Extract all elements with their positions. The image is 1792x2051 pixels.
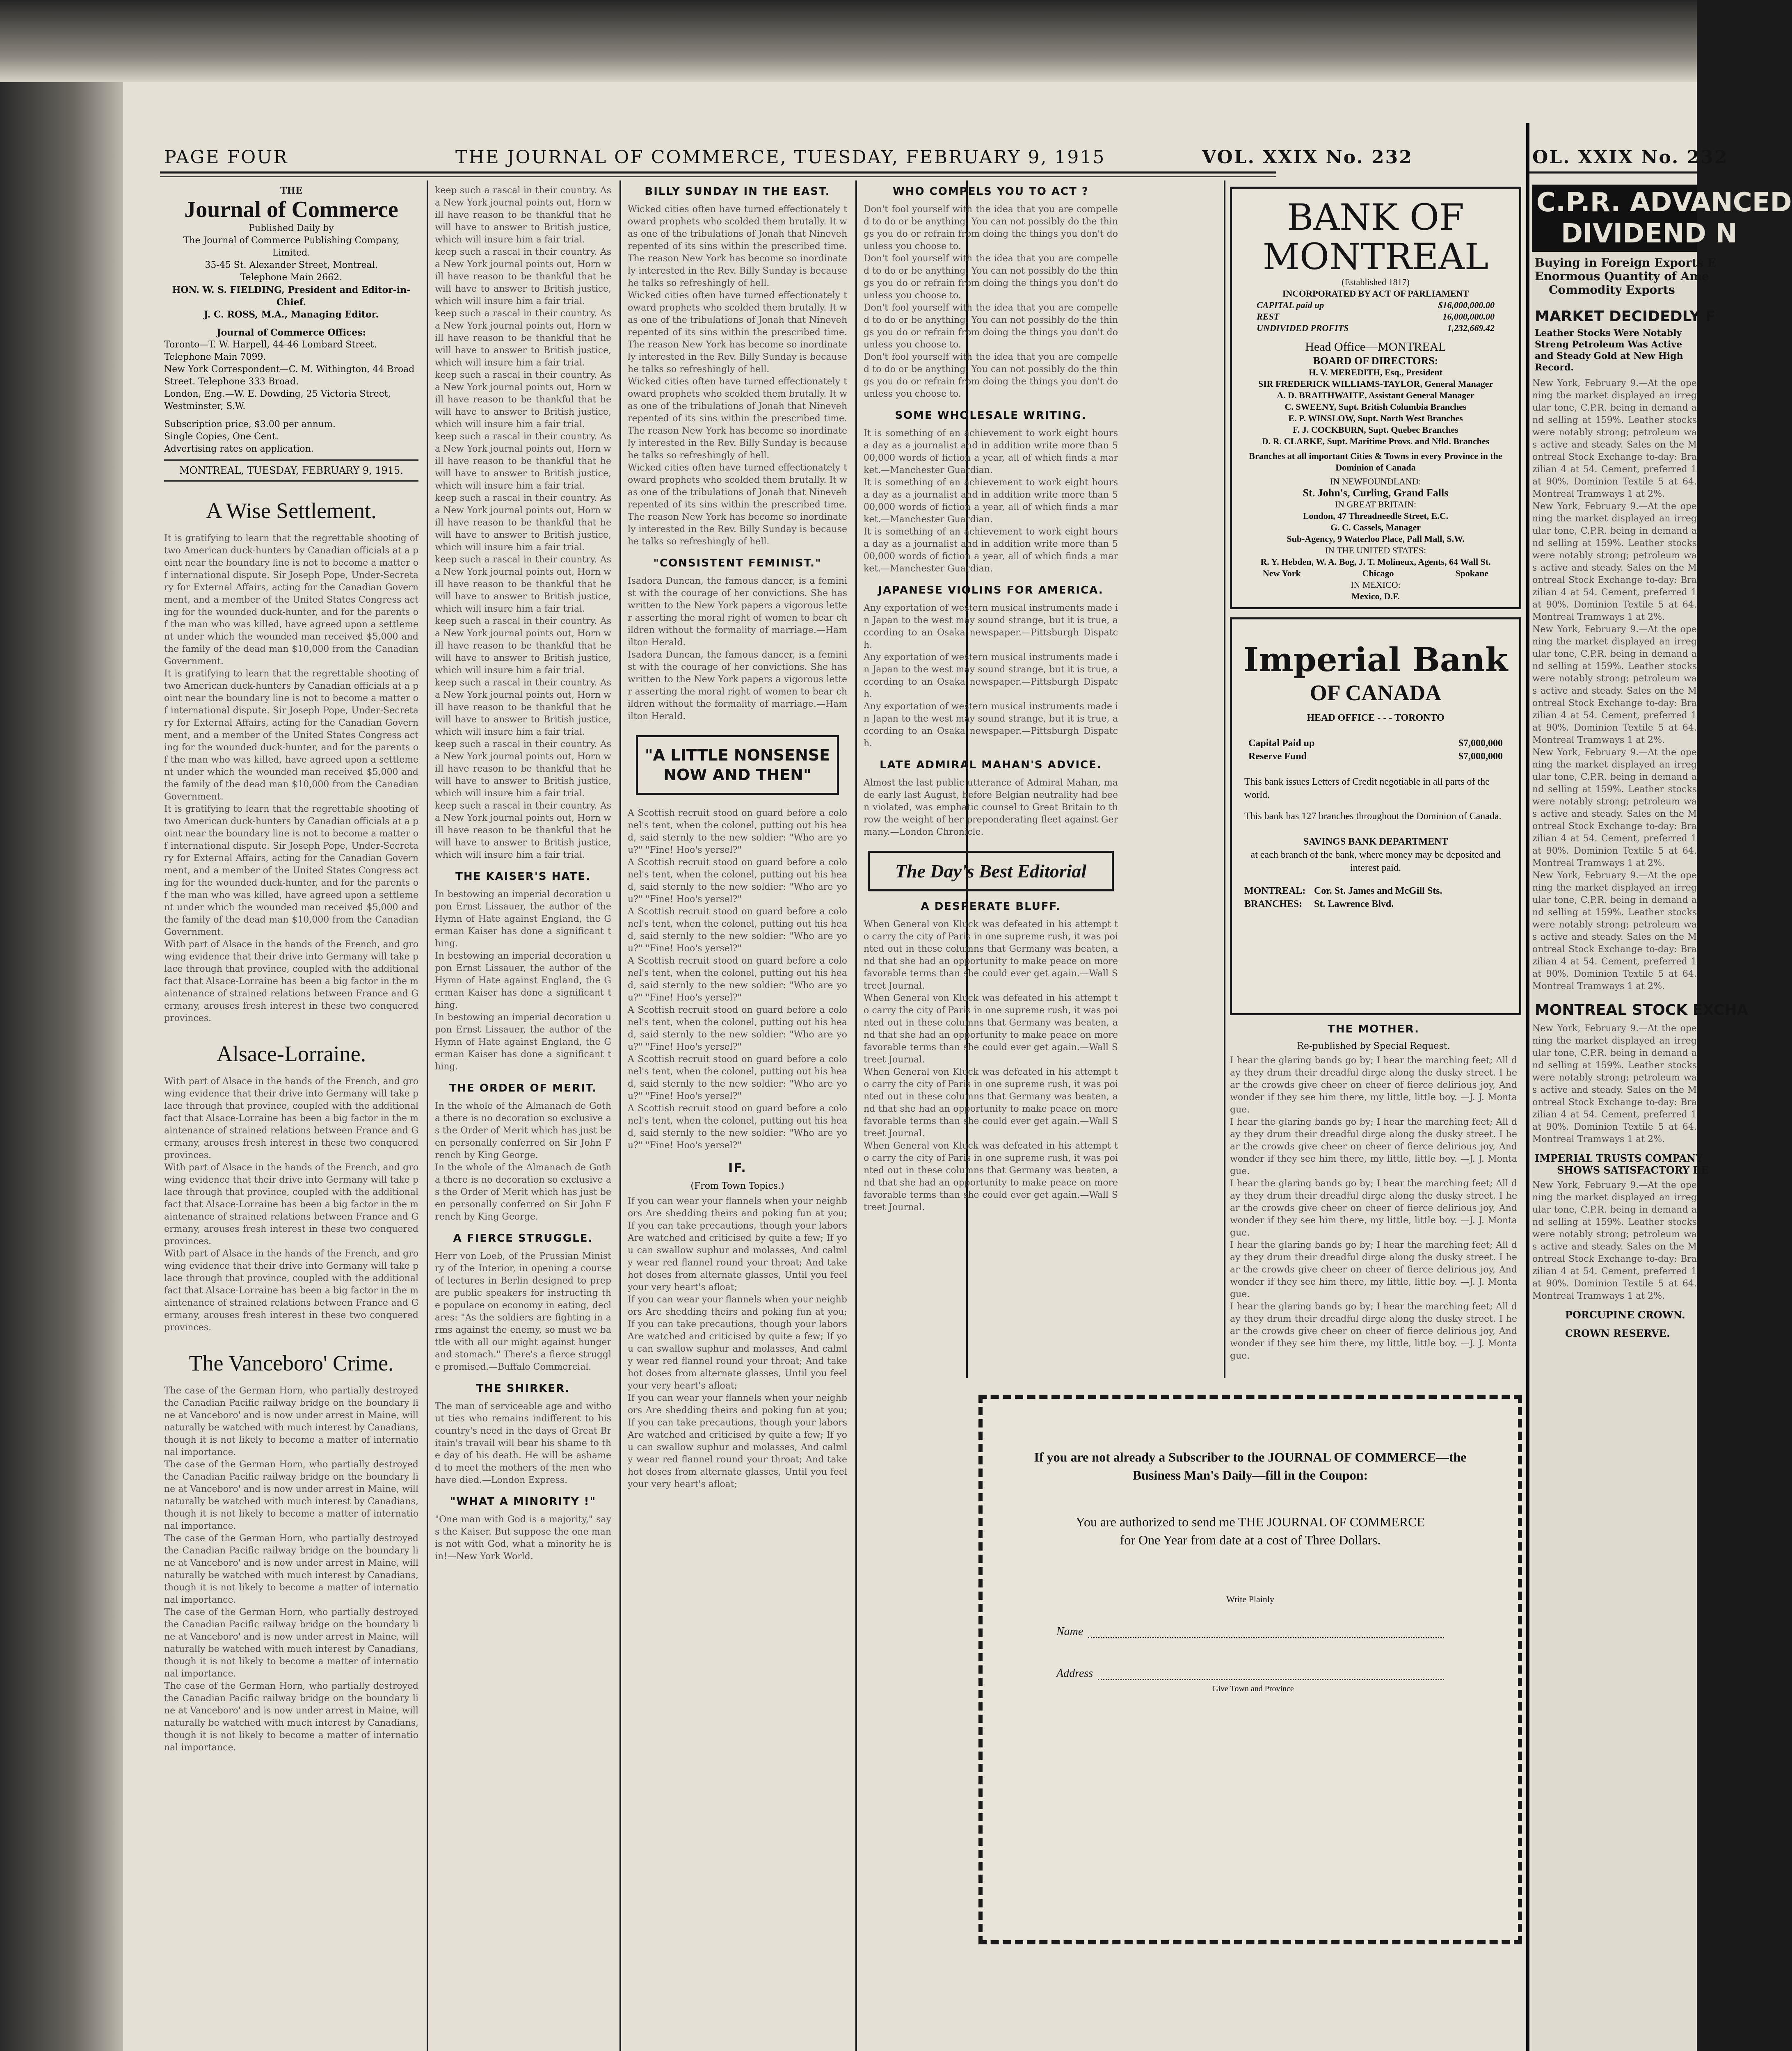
bom-assistant-gm: A. D. BRAITHWAITE, Assistant General Manager (1277, 390, 1474, 400)
imperial-branches-label: BRANCHES: (1244, 899, 1303, 909)
column-four (864, 185, 1118, 1374)
bom-newfoundland: IN NEWFOUNDLAND: (1330, 476, 1421, 486)
article-little-nonsense-cont5: A Scottish recruit stood on guard before a colonel's tent, when the colonel, putting out his head, said sternly to the new soldier: "Who are you?" "Fine! Hoo's yersel?" (628, 1054, 847, 1101)
bom-us-cities (1232, 568, 1519, 579)
vanceboro-continued-8: keep such a rascal in their country. As a New York journal points out, Horn will have reason to be thankful that he will have to answer to British justice, which will insure him a fair trial. (435, 616, 611, 676)
column-rule-2 (619, 180, 621, 2051)
article-kaisers-hate-cont: In bestowing an imperial decoration upon Ernst Lissauer, the author of the Hymn of Hate against England, the German Kaiser has done a significant thing. (435, 951, 611, 1010)
headline-days-best-editorial: The Day's Best Editorial (895, 861, 1087, 882)
headline-what-a-minority: "WHAT A MINORITY !" (450, 1496, 597, 1508)
scan-left-edge (0, 0, 123, 2051)
article-vanceboro: The case of the German Horn, who partially destroyed the Canadian Pacific railway bridge on the boundary line at Vanceboro' and is now under arrest in Maine, will naturally be watched with much interest by Canadians, though it is not likely to become a matter of international importance. (164, 1386, 418, 1457)
headline-vanceboro-crime: The Vanceboro' Crime. (189, 1351, 394, 1375)
journal-name: Journal of Commerce (184, 197, 398, 222)
mother-subtitle: Re-published by Special Request. (1297, 1041, 1450, 1051)
imperial-montreal-label: MONTREAL: (1244, 886, 1306, 896)
article-wholesale-writing: It is something of an achievement to work eight hours a day as a journalist and in addition write more than 500,000 words of fiction a year, all of which finds a market.—Manchester Guardian. (864, 428, 1118, 475)
publisher-the: THE (280, 185, 302, 196)
column-rule-5 (1224, 180, 1225, 1378)
coupon-authorize2: for One Year from date at a cost of Three Dollars. (1120, 1533, 1381, 1547)
article-admiral-mahan: Almost the last public utterance of Admiral Mahan, made early last August, before Belgian neutrality had been violated, was emphatic counsel to Great Britain to throw the weight of her preponderating fleet against Germany.—London Chronicle. (864, 778, 1118, 837)
imperial-bank-ad (1230, 617, 1521, 1015)
headline-if-poem: IF. (728, 1161, 747, 1175)
mother-poem-cont4: I hear the glaring bands go by; I hear the marching feet; All day they drum their dreadful dirge along the dusky street. I hear the crowds give cheer on cheer of fierce delirious joy, And wonder if they see him there, my little, little boy. —J. J. Montague. (1230, 1302, 1517, 1361)
headline-little-nonsense: "A LITTLE NONSENSE NOW AND THEN" (645, 746, 830, 784)
headline-billy-sunday: BILLY SUNDAY IN THE EAST. (645, 185, 830, 198)
article-order-of-merit-cont: In the whole of the Almanach de Gotha there is no decoration so exclusive as the Order of Merit which has just been personally conferred on Sir John French by King George. (435, 1163, 611, 1222)
next-page-body: New York, February 9.—At the opening the market displayed an irregular tone, C.P.R. being in demand and selling at 159%. Leather stocks were notably strong; petroleum was active and steady. Sales on the Montreal Stock Exchange to-day: Brazilian 4 at 54. Cement, preferred 1 at 90%. Dominion Textile 5 at 64. Montreal Tramways 1 at 2%. (1532, 378, 1697, 499)
editorial-column (164, 185, 418, 2051)
article-desperate-bluff-cont: When General von Kluck was defeated in his attempt to carry the city of Paris in one supreme rush, it was pointed out in these columns that Germany was beaten, and that she had an opportunity to make peace on more favorable terms than she could ever get again.—Wall Street Journal. (864, 993, 1118, 1065)
coupon-address-field[interactable] (1098, 1669, 1444, 1680)
bom-london-manager: G. C. Cassels, Manager (1330, 522, 1421, 532)
masthead-rule (160, 171, 1276, 174)
bom-rest-label: REST (1257, 311, 1280, 322)
bom-supt-maritime: D. R. CLARKE, Supt. Maritime Provs. and Nfld. Branches (1262, 436, 1490, 446)
article-fierce-struggle: Herr von Loeb, of the Prussian Ministry of the Interior, in opening a course of lectures in Berlin designed to prepare public speakers for instructing the populace on economy in eating, declares: "As the soldiers are fighting in arms against the enemy, so must we battle with all our might against hunger and stomach." There's a fierce struggle promised.—Buffalo Commercial. (435, 1251, 611, 1372)
article-what-a-minority: "One man with God is a majority," says the Kaiser. But suppose the one man is not with God, what a minority he is in!—New York World. (435, 1514, 611, 1562)
subscription-coupon (978, 1395, 1522, 1944)
scan-top-edge (0, 0, 1697, 82)
article-japanese-violins-cont: Any exportation of western musical instruments made in Japan to the west may sound strange, but it is true, according to an Osaka newspaper.—Pittsburgh Dispatch. (864, 652, 1118, 699)
next-page-headline-line2: DIVIDEND N (1561, 219, 1737, 249)
headline-desperate-bluff: A DESPERATE BLUFF. (921, 900, 1061, 913)
imperial-savings-text: at each branch of the bank, where money may be deposited and interest paid. (1250, 850, 1501, 873)
headline-alsace-lorraine: Alsace-Lorraine. (216, 1041, 366, 1066)
article-little-nonsense-cont3: A Scottish recruit stood on guard before a colonel's tent, when the colonel, putting out his head, said sternly to the new soldier: "Who are you?" "Fine! Hoo's yersel?" (628, 956, 847, 1003)
coupon-authorize1: You are authorized to send me THE JOURNAL OF COMMERCE (1076, 1514, 1425, 1529)
new-york-office: New York Correspondent—C. M. Withington, 44 Broad Street. Telephone 333 Broad. (164, 364, 415, 387)
vanceboro-continued-11: keep such a rascal in their country. As a New York journal points out, Horn will have reason to be thankful that he will have to answer to British justice, which will insure him a fair trial. (435, 801, 611, 860)
bom-board: BOARD OF DIRECTORS: (1313, 355, 1438, 367)
bom-us-agents: R. Y. Hebden, W. A. Bog, J. T. Molineux, Agents, 64 Wall St. (1260, 557, 1491, 567)
headline-japanese-violins: JAPANESE VIOLINS FOR AMERICA. (878, 584, 1104, 596)
bom-supt-nw: E. P. WINSLOW, Supt. North West Branches (1288, 413, 1463, 423)
bom-sub-agency: Sub-Agency, 9 Waterloo Place, Pall Mall, S.W. (1287, 534, 1465, 544)
article-who-compels-cont3: Don't fool yourself with the idea that you are compelled to do or be anything. You can not possibly do the things you do or refrain from doing the things you don't do unless you choose to. (864, 352, 1118, 399)
masthead-rule-thin (160, 176, 1276, 177)
headline-the-mother: THE MOTHER. (1328, 1023, 1419, 1035)
article-wholesale-writing-cont: It is something of an achievement to work eight hours a day as a journalist and in addition write more than 500,000 words of fiction a year, all of which finds a market.—Manchester Guardian. (864, 477, 1118, 525)
next-page-crown-reserve: CROWN RESERVE. (1565, 1327, 1670, 1339)
article-little-nonsense: A Scottish recruit stood on guard before a colonel's tent, when the colonel, putting out his head, said sternly to the new soldier: "Who are you?" "Fine! Hoo's yersel?" (628, 808, 847, 855)
headline-who-compels: WHO COMPELS YOU TO ACT ? (893, 185, 1089, 198)
bom-president: H. V. MEREDITH, Esq., President (1309, 367, 1442, 377)
article-vanceboro-cont2: The case of the German Horn, who partially destroyed the Canadian Pacific railway bridge on the boundary line at Vanceboro' and is now under arrest in Maine, will naturally be watched with much interest by Canadians, though it is not likely to become a matter of international importance. (164, 1533, 418, 1605)
imperial-locations (1244, 884, 1507, 911)
bom-branches: Branches at all important Cities & Towns in every Province in the Dominion of Canada (1249, 451, 1502, 473)
article-consistent-feminist-cont: Isadora Duncan, the famous dancer, is a feminist with the courage of her convictions. She has written to the New York papers a vigorous letter asserting the moral right of women to bear children without the formality of marriage.—Hamilton Herald. (628, 650, 847, 722)
bom-united-states: IN THE UNITED STATES: (1325, 545, 1426, 555)
volume-number: VOL. XXIX No. 232 (1202, 147, 1413, 168)
best-editorial-box (868, 851, 1114, 891)
company-name: The Journal of Commerce Publishing Company, Limited. (183, 235, 400, 258)
if-poem: If you can wear your flannels when your neighbors Are shedding theirs and poking fun at you; If you can take precautions, though your labors Are watched and criticised by quite a few; If you can swallow suphur and molasses, And calmly wear red flannel round your throat; And take hot doses from alternate glasses, Until you feel your very heart's afloat; (628, 1196, 847, 1293)
next-page-market-headline: MARKET DECIDEDLY F (1535, 308, 1716, 325)
vanceboro-continued-3: keep such a rascal in their country. As a New York journal points out, Horn will have reason to be thankful that he will have to answer to British justice, which will insure him a fair trial. (435, 308, 611, 368)
next-page-rule (1526, 171, 1697, 174)
manager-line: J. C. ROSS, M.A., Managing Editor. (203, 309, 379, 320)
vanceboro-continued-10: keep such a rascal in their country. As a New York journal points out, Horn will have reason to be thankful that he will have to answer to British justice, which will insure him a fair trial. (435, 739, 611, 799)
london-office: London, Eng.—W. E. Dowding, 25 Victoria Street, Westminster, S.W. (164, 389, 391, 411)
column-three (628, 185, 847, 2051)
headline-consistent-feminist: "CONSISTENT FEMINIST." (653, 557, 822, 569)
imperial-montreal-address: Cor. St. James and McGill Sts. (1314, 886, 1442, 896)
bom-undivided-label: UNDIVIDED PROFITS (1257, 323, 1349, 333)
column-rule-1 (427, 180, 428, 2051)
next-page-trusts-sub: SHOWS SATISFACTORY RE (1557, 1164, 1709, 1176)
next-page-sub2: Enormous Quantity of Ame (1535, 270, 1709, 283)
imperial-capital-label: Capital Paid up (1248, 738, 1315, 749)
article-alsace-cont: With part of Alsace in the hands of the French, and growing evidence that their drive into Germany will take place through that province, coupled with the additional fact that Alsace-Lorraine has been a big factor in the maintenance of strained relations between France and Germany, arouses fresh interest in these two conquered provinces. (164, 1163, 418, 1247)
column-rule-3 (855, 180, 857, 2051)
coupon-address-label: Address (1056, 1667, 1093, 1680)
publisher-box (164, 185, 418, 455)
bom-chicago: Chicago (1362, 568, 1394, 578)
next-page-body-2: New York, February 9.—At the opening the market displayed an irregular tone, C.P.R. being in demand and selling at 159%. Leather stocks were notably strong; petroleum was active and steady. Sales on the Montreal Stock Exchange to-day: Brazilian 4 at 54. Cement, preferred 1 at 90%. Dominion Textile 5 at 64. Montreal Tramways 1 at 2%. (1532, 501, 1697, 622)
next-page-trusts: IMPERIAL TRUSTS COMPANY (1535, 1152, 1703, 1164)
next-page-leather: Leather Stocks Were Notably Streng Petroleum Was Active and Steady Gold at New High Record. (1535, 328, 1683, 373)
headline-wholesale-writing: SOME WHOLESALE WRITING. (895, 409, 1087, 422)
vanceboro-continued-6: keep such a rascal in their country. As a New York journal points out, Horn will have reason to be thankful that he will have to answer to British justice, which will insure him a fair trial. (435, 493, 611, 553)
coupon-name-label: Name (1056, 1625, 1083, 1638)
company-telephone: Telephone Main 2662. (240, 272, 343, 283)
article-little-nonsense-cont: A Scottish recruit stood on guard before a colonel's tent, when the colonel, putting out his head, said sternly to the new soldier: "Who are you?" "Fine! Hoo's yersel?" (628, 857, 847, 904)
article-japanese-violins: Any exportation of western musical instruments made in Japan to the west may sound strange, but it is true, according to an Osaka newspaper.—Pittsburgh Dispatch. (864, 603, 1118, 650)
advertising-rates: Advertising rates on application. (164, 444, 314, 454)
bom-name-line2: MONTREAL (1262, 235, 1489, 278)
vanceboro-continued: keep such a rascal in their country. As a New York journal points out, Horn will have reason to be thankful that he will have to answer to British justice, which will insure him a fair trial. (435, 185, 611, 245)
article-shirker: The man of serviceable age and without ties who remains indifferent to his country's need in the days of Great Britain's travail will bear his shame to the day of his death. He will be ashamed to meet the mothers of the men who have died.—London Express. (435, 1401, 611, 1485)
article-who-compels-cont2: Don't fool yourself with the idea that you are compelled to do or be anything. You can not possibly do the things you do or refrain from doing the things you don't do unless you choose to. (864, 303, 1118, 350)
article-wise-settlement-cont: It is gratifying to learn that the regrettable shooting of two American duck-hunters by Canadian officials at a point near the boundary line is not to become a matter of international dispute. Sir Joseph Pope, Under-Secretary for External Affairs, acting for the Canadian Government, and a member of the United States Congress acting for the wounded duck-hunter, and for the parents of the man who was killed, have agreed upon a settlement under which the wounded man received $5,000 and the family of the dead man $10,000 from the Canadian Government. (164, 669, 418, 802)
vanceboro-continued-2: keep such a rascal in their country. As a New York journal points out, Horn will have reason to be thankful that he will have to answer to British justice, which will insure him a fair trial. (435, 247, 611, 306)
article-desperate-bluff-cont3: When General von Kluck was defeated in his attempt to carry the city of Paris in one supreme rush, it was pointed out in these columns that Germany was beaten, and that she had an opportunity to make peace on more favorable terms than she could ever get again.—Wall Street Journal. (864, 1141, 1118, 1213)
coupon-line2: Business Man's Daily—fill in the Coupon: (1132, 1468, 1368, 1482)
article-alsace-cont2: With part of Alsace in the hands of the French, and growing evidence that their drive into Germany will take place through that province, coupled with the additional fact that Alsace-Lorraine has been a big factor in the maintenance of strained relations between France and Germany, arouses fresh interest in these two conquered provinces. (164, 1249, 418, 1333)
article-little-nonsense-cont2: A Scottish recruit stood on guard before a colonel's tent, when the colonel, putting out his head, said sternly to the new soldier: "Who are you?" "Fine! Hoo's yersel?" (628, 907, 847, 954)
nonsense-box (636, 735, 839, 795)
next-page-headline-line1: C.P.R. ADVANCED (1536, 187, 1792, 218)
if-poem-source: (From Town Topics.) (690, 1181, 784, 1191)
article-billy-sunday-cont3: Wicked cities often have turned effectionately toward prophets who scolded them brutally. It was one of the tribulations of Jonah that Nineveh repented of its sins within the prescribed time. The reason New York has become so inordinately interested in the Rev. Billy Sunday is because he talks so refreshingly of hell. (628, 463, 847, 547)
imperial-reserve-label: Reserve Fund (1248, 751, 1307, 762)
bom-general-manager: SIR FREDERICK WILLIAMS-TAYLOR, General Manager (1258, 379, 1493, 389)
subscription-price: Subscription price, $3.00 per annum. (164, 419, 336, 429)
next-page-volume: OL. XXIX No. 232 (1532, 147, 1728, 168)
coupon-line1: If you are not already a Subscriber to the JOURNAL OF COMMERCE—the (1034, 1450, 1467, 1464)
published-by: Published Daily by (249, 223, 334, 233)
vanceboro-continued-5: keep such a rascal in their country. As a New York journal points out, Horn will have reason to be thankful that he will have to answer to British justice, which will insure him a fair trial. (435, 432, 611, 491)
if-poem-cont: If you can wear your flannels when your neighbors Are shedding theirs and poking fun at you; If you can take precautions, though your labors Are watched and criticised by quite a few; If you can swallow suphur and molasses, And calmly wear red flannel round your throat; And take hot doses from alternate glasses, Until you feel your very heart's afloat; (628, 1295, 847, 1391)
coupon-name-field[interactable] (1088, 1627, 1444, 1638)
imperial-reserve-value: $7,000,000 (1458, 751, 1503, 762)
if-poem-cont2: If you can wear your flannels when your neighbors Are shedding theirs and poking fun at you; If you can take precautions, though your labors Are watched and criticised by quite a few; If you can swallow suphur and molasses, And calmly wear red flannel round your throat; And take hot doses from alternate glasses, Until you feel your very heart's afloat; (628, 1393, 847, 1489)
bom-great-britain: IN GREAT BRITAIN: (1335, 499, 1417, 509)
article-billy-sunday-cont2: Wicked cities often have turned effectionately toward prophets who scolded them brutally. It was one of the tribulations of Jonah that Nineveh repented of its sins within the prescribed time. The reason New York has become so inordinately interested in the Rev. Billy Sunday is because he talks so refreshingly of hell. (628, 377, 847, 461)
page-number-label: PAGE FOUR (164, 147, 288, 168)
single-copies: Single Copies, One Cent. (164, 432, 279, 442)
imperial-capital-value: $7,000,000 (1458, 738, 1503, 749)
imperial-bank-name: Imperial Bank (1243, 640, 1508, 679)
imperial-branches-address: St. Lawrence Blvd. (1314, 899, 1394, 909)
headline-kaisers-hate: THE KAISER'S HATE. (455, 870, 591, 883)
mother-poem-section (1230, 1021, 1517, 1378)
bom-nfld-places: St. John's, Curling, Grand Falls (1303, 487, 1449, 499)
article-who-compels: Don't fool yourself with the idea that you are compelled to do or be anything. You can not possibly do the things you do or refrain from doing the things you don't do unless you choose to. (864, 204, 1118, 251)
bom-incorporated: INCORPORATED BY ACT OF PARLIAMENT (1282, 288, 1469, 299)
article-wholesale-writing-cont2: It is something of an achievement to work eight hours a day as a journalist and in addition write more than 500,000 words of fiction a year, all of which finds a market.—Manchester Guardian. (864, 527, 1118, 574)
article-little-nonsense-cont4: A Scottish recruit stood on guard before a colonel's tent, when the colonel, putting out his head, said sternly to the new soldier: "Who are you?" "Fine! Hoo's yersel?" (628, 1005, 847, 1052)
next-page-body-7: New York, February 9.—At the opening the market displayed an irregular tone, C.P.R. being in demand and selling at 159%. Leather stocks were notably strong; petroleum was active and steady. Sales on the Montreal Stock Exchange to-day: Brazilian 4 at 54. Cement, preferred 1 at 90%. Dominion Textile 5 at 64. Montreal Tramways 1 at 2%. (1532, 1180, 1697, 1301)
bom-supt-bc: C. SWEENY, Supt. British Columbia Branches (1285, 402, 1467, 412)
imperial-capital-row (1248, 737, 1503, 750)
bom-established: (Established 1817) (1342, 277, 1410, 287)
article-wise-settlement-cont3: With part of Alsace in the hands of the French, and growing evidence that their drive into Germany will take place through that province, coupled with the additional fact that Alsace-Lorraine has been a big factor in the maintenance of strained relations between France and Germany, arouses fresh interest in these two conquered provinces. (164, 939, 418, 1023)
mother-poem-cont3: I hear the glaring bands go by; I hear the marching feet; All day they drum their dreadful dirge along the dusky street. I hear the crowds give cheer on cheer of fierce delirious joy, And wonder if they see him there, my little, little boy. —J. J. Montague. (1230, 1240, 1517, 1300)
headline-shirker: THE SHIRKER. (476, 1382, 570, 1395)
bom-mexico-city: Mexico, D.F. (1351, 591, 1400, 601)
article-who-compels-cont: Don't fool yourself with the idea that you are compelled to do or be anything. You can not possibly do the things you do or refrain from doing the things you don't do unless you choose to. (864, 254, 1118, 301)
article-alsace-lorraine: With part of Alsace in the hands of the French, and growing evidence that their drive into Germany will take place through that province, coupled with the additional fact that Alsace-Lorraine has been a big factor in the maintenance of strained relations between France and Germany, arouses fresh interest in these two conquered provinces. (164, 1076, 418, 1160)
imperial-head-office: HEAD OFFICE - - - TORONTO (1307, 713, 1445, 723)
next-page-sub3: Commodity Exports (1549, 283, 1675, 297)
masthead-title: THE JOURNAL OF COMMERCE, TUESDAY, FEBRUARY 9, 1915 (455, 147, 1106, 168)
vanceboro-continued-4: keep such a rascal in their country. As a New York journal points out, Horn will have reason to be thankful that he will have to answer to British justice, which will insure him a fair trial. (435, 370, 611, 429)
article-little-nonsense-cont6: A Scottish recruit stood on guard before a colonel's tent, when the colonel, putting out his head, said sternly to the new soldier: "Who are you?" "Fine! Hoo's yersel?" (628, 1103, 847, 1151)
bom-capital-value: $16,000,000.00 (1438, 300, 1495, 310)
article-desperate-bluff-cont2: When General von Kluck was defeated in his attempt to carry the city of Paris in one supreme rush, it was pointed out in these columns that Germany was beaten, and that she had an opportunity to make peace on more favorable terms than she could ever get again.—Wall Street Journal. (864, 1067, 1118, 1139)
imperial-reserve-row (1248, 750, 1503, 763)
editor-line: HON. W. S. FIELDING, President and Editor-in-Chief. (172, 285, 411, 308)
imperial-financials (1248, 737, 1503, 763)
headline-wise-settlement: A Wise Settlement. (206, 498, 377, 523)
imperial-of-canada: OF CANADA (1310, 681, 1442, 705)
bom-london: London, 47 Threadneedle Street, E.C. (1303, 511, 1449, 521)
imperial-letters-credit: This bank issues Letters of Credit negotiable in all parts of the world. (1244, 777, 1490, 800)
article-billy-sunday: Wicked cities often have turned effectionately toward prophets who scolded them brutally. It was one of the tribulations of Jonah that Nineveh repented of its sins within the prescribed time. The reason New York has become so inordinately interested in the Rev. Billy Sunday is because he talks so refreshingly of hell. (628, 204, 847, 288)
bom-capital-row (1232, 299, 1519, 311)
article-order-of-merit: In the whole of the Almanach de Gotha there is no decoration so exclusive as the Order of Merit which has just been personally conferred on Sir John French by King George. (435, 1101, 611, 1160)
coupon-give-town: Give Town and Province (1212, 1684, 1294, 1693)
bom-rest-value: 16,000,000.00 (1442, 311, 1495, 322)
bom-rest-row (1232, 311, 1519, 322)
bom-new-york: New York (1262, 568, 1301, 578)
column-two (435, 185, 611, 2051)
mother-poem-cont: I hear the glaring bands go by; I hear the marching feet; All day they drum their dreadful dirge along the dusky street. I hear the crowds give cheer on cheer of fierce delirious joy, And wonder if they see him there, my little, little boy. —J. J. Montague. (1230, 1117, 1517, 1176)
article-desperate-bluff: When General von Kluck was defeated in his attempt to carry the city of Paris in one supreme rush, it was pointed out in these columns that Germany was beaten, and that she had an opportunity to make peace on more favorable terms than she could ever get again.—Wall Street Journal. (864, 919, 1118, 991)
article-vanceboro-cont: The case of the German Horn, who partially destroyed the Canadian Pacific railway bridge on the boundary line at Vanceboro' and is now under arrest in Maine, will naturally be watched with much interest by Canadians, though it is not likely to become a matter of international importance. (164, 1459, 418, 1531)
next-page-headline (1532, 185, 1792, 252)
coupon-address-row (1056, 1667, 1444, 1680)
next-page-body-3: New York, February 9.—At the opening the market displayed an irregular tone, C.P.R. being in demand and selling at 159%. Leather stocks were notably strong; petroleum was active and steady. Sales on the Montreal Stock Exchange to-day: Brazilian 4 at 54. Cement, preferred 1 at 90%. Dominion Textile 5 at 64. Montreal Tramways 1 at 2%. (1532, 624, 1697, 745)
next-page-body-6: New York, February 9.—At the opening the market displayed an irregular tone, C.P.R. being in demand and selling at 159%. Leather stocks were notably strong; petroleum was active and steady. Sales on the Montreal Stock Exchange to-day: Brazilian 4 at 54. Cement, preferred 1 at 90%. Dominion Textile 5 at 64. Montreal Tramways 1 at 2%. (1532, 1023, 1697, 1144)
bom-mexico: IN MEXICO: (1351, 580, 1401, 590)
bom-head-office: Head Office—MONTREAL (1305, 340, 1446, 354)
bom-supt-quebec: F. J. COCKBURN, Supt. Quebec Branches (1293, 425, 1458, 435)
article-consistent-feminist: Isadora Duncan, the famous dancer, is a feminist with the courage of her convictions. She has written to the New York papers a vigorous letter asserting the moral right of women to bear children without the formality of marriage.—Hamilton Herald. (628, 576, 847, 648)
adjacent-page-fragment (1532, 185, 1792, 2051)
vanceboro-continued-7: keep such a rascal in their country. As a New York journal points out, Horn will have reason to be thankful that he will have to answer to British justice, which will insure him a fair trial. (435, 555, 611, 614)
next-page-porcupine: PORCUPINE CROWN. (1565, 1309, 1685, 1321)
company-address: 35-45 St. Alexander Street, Montreal. (205, 260, 378, 270)
bom-undivided-value: 1,232,669.42 (1447, 323, 1495, 333)
article-kaisers-hate: In bestowing an imperial decoration upon Ernst Lissauer, the author of the Hymn of Hate against England, the German Kaiser has done a significant thing. (435, 889, 611, 949)
imperial-savings-title: SAVINGS BANK DEPARTMENT (1303, 836, 1448, 847)
toronto-office: Toronto—T. W. Harpell, 44-46 Lombard Street. Telephone Main 7099. (164, 340, 377, 362)
bank-of-montreal-ad (1230, 187, 1521, 609)
coupon-write-plainly: Write Plainly (1226, 1594, 1275, 1604)
next-page-stock-exchange: MONTREAL STOCK EXCHA (1535, 1002, 1749, 1019)
bom-name-line1: BANK OF (1287, 196, 1465, 238)
mother-poem-cont2: I hear the glaring bands go by; I hear the marching feet; All day they drum their dreadful dirge along the dusky street. I hear the crowds give cheer on cheer of fierce delirious joy, And wonder if they see him there, my little, little boy. —J. J. Montague. (1230, 1179, 1517, 1238)
headline-fierce-struggle: A FIERCE STRUGGLE. (453, 1232, 593, 1245)
offices-title: Journal of Commerce Offices: (217, 327, 366, 338)
imperial-branches: This bank has 127 branches throughout the Dominion of Canada. (1244, 811, 1502, 822)
article-kaisers-hate-cont2: In bestowing an imperial decoration upon Ernst Lissauer, the author of the Hymn of Hate against England, the German Kaiser has done a significant thing. (435, 1012, 611, 1072)
article-wise-settlement-cont2: It is gratifying to learn that the regrettable shooting of two American duck-hunters by Canadian officials at a point near the boundary line is not to become a matter of international dispute. Sir Joseph Pope, Under-Secretary for External Affairs, acting for the Canadian Government, and a member of the United States Congress acting for the wounded duck-hunter, and for the parents of the man who was killed, have agreed upon a settlement under which the wounded man received $5,000 and the family of the dead man $10,000 from the Canadian Government. (164, 804, 418, 937)
dateline: MONTREAL, TUESDAY, FEBRUARY 9, 1915. (179, 465, 403, 476)
next-page-body-4: New York, February 9.—At the opening the market displayed an irregular tone, C.P.R. being in demand and selling at 159%. Leather stocks were notably strong; petroleum was active and steady. Sales on the Montreal Stock Exchange to-day: Brazilian 4 at 54. Cement, preferred 1 at 90%. Dominion Textile 5 at 64. Montreal Tramways 1 at 2%. (1532, 747, 1697, 868)
bom-spokane: Spokane (1455, 568, 1489, 578)
article-japanese-violins-cont2: Any exportation of western musical instruments made in Japan to the west may sound strange, but it is true, according to an Osaka newspaper.—Pittsburgh Dispatch. (864, 701, 1118, 749)
article-vanceboro-cont4: The case of the German Horn, who partially destroyed the Canadian Pacific railway bridge on the boundary line at Vanceboro' and is now under arrest in Maine, will naturally be watched with much interest by Canadians, though it is not likely to become a matter of international importance. (164, 1681, 418, 1753)
headline-admiral-mahan: LATE ADMIRAL MAHAN'S ADVICE. (880, 759, 1102, 771)
next-page-sub1: Buying in Foreign Exports E (1535, 256, 1717, 270)
vanceboro-continued-9: keep such a rascal in their country. As a New York journal points out, Horn will have reason to be thankful that he will have to answer to British justice, which will insure him a fair trial. (435, 678, 611, 737)
coupon-name-row (1056, 1625, 1444, 1638)
page-gutter (1526, 123, 1529, 2051)
mother-poem: I hear the glaring bands go by; I hear the marching feet; All day they drum their dreadful dirge along the dusky street. I hear the crowds give cheer on cheer of fierce delirious joy, And wonder if they see him there, my little, little boy. —J. J. Montague. (1230, 1055, 1517, 1115)
article-billy-sunday-cont: Wicked cities often have turned effectionately toward prophets who scolded them brutally. It was one of the tribulations of Jonah that Nineveh repented of its sins within the prescribed time. The reason New York has become so inordinately interested in the Rev. Billy Sunday is because he talks so refreshingly of hell. (628, 290, 847, 375)
headline-order-of-merit: THE ORDER OF MERIT. (449, 1082, 597, 1094)
article-wise-settlement: It is gratifying to learn that the regrettable shooting of two American duck-hunters by Canadian officials at a point near the boundary line is not to become a matter of international dispute. Sir Joseph Pope, Under-Secretary for External Affairs, acting for the Canadian Government, and a member of the United States Congress acting for the wounded duck-hunter, and for the parents of the man who was killed, have agreed upon a settlement under which the wounded man received $5,000 and the family of the dead man $10,000 from the Canadian Government. (164, 533, 418, 667)
article-vanceboro-cont3: The case of the German Horn, who partially destroyed the Canadian Pacific railway bridge on the boundary line at Vanceboro' and is now under arrest in Maine, will naturally be watched with much interest by Canadians, though it is not likely to become a matter of international importance. (164, 1607, 418, 1679)
next-page-body-5: New York, February 9.—At the opening the market displayed an irregular tone, C.P.R. being in demand and selling at 159%. Leather stocks were notably strong; petroleum was active and steady. Sales on the Montreal Stock Exchange to-day: Brazilian 4 at 54. Cement, preferred 1 at 90%. Dominion Textile 5 at 64. Montreal Tramways 1 at 2%. (1532, 870, 1697, 991)
bom-undivided-row (1232, 322, 1519, 334)
bom-capital-label: CAPITAL paid up (1257, 300, 1324, 310)
